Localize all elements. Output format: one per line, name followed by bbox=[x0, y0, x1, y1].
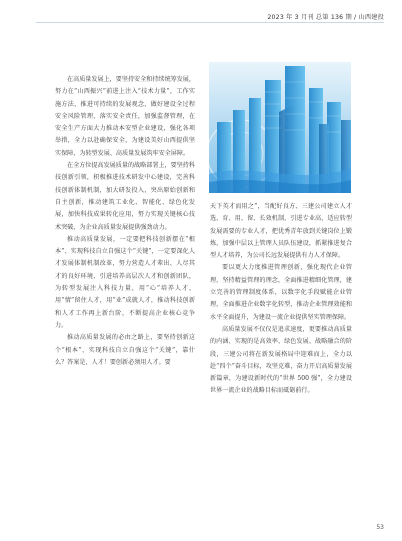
page-header bbox=[0, 0, 402, 32]
city-illustration bbox=[209, 62, 351, 193]
left-paragraph-1: 在高质量发展上，要坚持安全和持续统筹发展，努力在“山西振兴”前进上注入“技术力量”，工作实施方法，推进可持续的发展观念，做好建设全过程安全风险管理，落实安全责任，加强监督管理，在安全生产方面大力推动本安型企业建设，强化各项举措，全力以赴确保安全，为建设美好山西提供坚实保障，为转型发展、高质量发展筑牢安全屏障。 bbox=[55, 76, 195, 157]
left-paragraph-4: 推动高质量发展的必由之路上，要坚持创新这个“根本”，实现科技自立自强这个“关键”，靠什么？答案是，人才！要创新必须用人才。要 bbox=[55, 334, 195, 366]
page-number: 53 bbox=[376, 524, 384, 531]
right-paragraph-1: 天下英才而用之”，当配好良方、三建公司建立人才选、育、用、留、长效机制，引进专业高、适应转型发展需要的专业人才，把优秀青年放到关键岗位上锻炼，加强中层以上管理人员队伍建设，抓紧推进复合型人才培养，为公司长远发展提供有力人才保障。 bbox=[210, 203, 352, 260]
right-column bbox=[210, 201, 352, 521]
left-paragraph-3: 推动高质量发展，一定要把科技创新摆在“根本”、实现科技自立自强这个“关键”，一定要深化人才发展体制机制改革，努力营造人才辈出、人尽其才的良好环境，引进培养高层次人才和创新团队，为转型发展注入科技力量，用“心”培养人才、用“情”留住人才，用“业”成就人才，推动科技创新和人才工作再上新台阶，不断提高企业核心竞争力。 bbox=[55, 235, 195, 329]
header-rule bbox=[36, 22, 384, 23]
header-text: 2023 年 3 月刊 总第 136 期 / 山西建投 bbox=[267, 14, 384, 21]
right-paragraph-2: 要以更大力度推进管理创新，强化现代企业管理，坚持精益管理的理念，全面推进精细化管理，建立完善的管理制度体系，以数字化手段赋能企业管理，全面推进企业数字化转型，推动企业管理效能和水平全面提升，为建设一流企业提供坚实管理保障。 bbox=[210, 264, 352, 321]
city-skyline-image bbox=[209, 62, 351, 193]
right-paragraph-3: 高质量发展不仅仅是追求速度，更要推动高质量的内涵、实现的是高效率、绿色发展、战略融合的阶段，三建公司将在新发展格局中迎难而上，全力以赴“四个”奋斗目标，攻坚克难，奋力开启高质量发展新篇章，为建设新时代的“世界 500 强”，全力建设世界一流企业的战略目标而砥砺前行。 bbox=[210, 325, 352, 395]
left-column bbox=[55, 74, 195, 516]
left-paragraph-2: 在全方位提高发展质量的战略部署上，要坚持科技创新引领，积极推进技术研发中心建设，完善科技创新体制机制，加大研发投入，突出原始创新和自主创新，推动建筑工业化、智能化、绿色化发展，加快科技成果转化应用，努力实现关键核心技术突破，为企业高质量发展提供强劲动力。 bbox=[55, 162, 195, 231]
